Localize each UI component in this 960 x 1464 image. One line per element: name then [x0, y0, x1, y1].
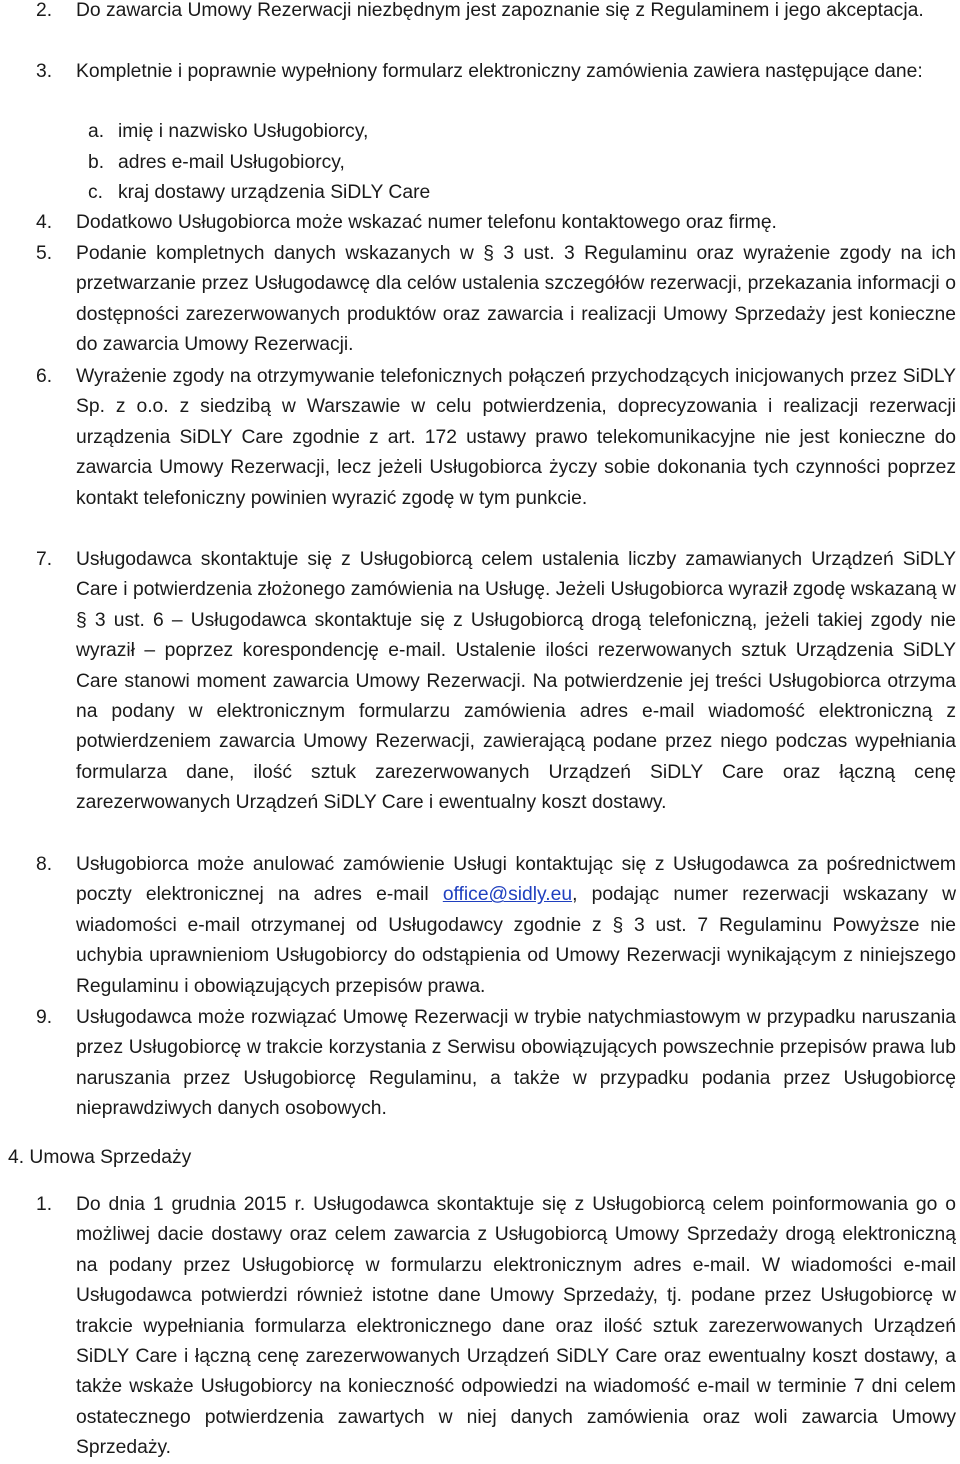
sublist-item-a: imię i nazwisko Usługobiorcy, [118, 121, 369, 142]
list-item-3: Kompletnie i poprawnie wypełniony formularz elektroniczny zamówienia zawiera następujące dane: [76, 61, 923, 82]
list-item-7: Usługodawca skontaktuje się z Usługobiorcą celem ustalenia liczby zamawianych Urządzeń SiDLY Care i potwierdzenia złożonego zamówienia na Usługę. Jeżeli Usługobiorca wyraził zgodę wskazaną w § 3 ust. 6 – Usługodawca skontaktuje się z Usługobiorcą drogą telefoniczną, jeżeli takiej zgody nie wyraził – poprzez korespondencję e-mail. Ustalenie ilości rezerwowanych sztuk Urządzenia SiDLY Care stanowi moment zawarcia Umowy Rezerwacji. Na potwierdzenie jej treści Usługobiorca otrzyma na podany w elektronicznym formularzu zamówienia adres e-mail wiadomość elektroniczną z potwierdzeniem zawarcia Umowy Rezerwacji, zawierającą podane przez niego podczas wypełniania formularza dane, ilość sztuk zarezerwowanych Urządzeń SiDLY Care oraz łączną cenę zarezerwowanych Urządzeń SiDLY Care i ewentualny koszt dostawy. [76, 549, 956, 814]
list-number: 5. [36, 243, 53, 264]
list-item-6: Wyrażenie zgody na otrzymywanie telefonicznych połączeń przychodzących inicjowanych przez SiDLY Sp. z o.o. z siedzibą w Warszawie w celu potwierdzenia, doprecyzowania i realizacji rezerwacji urządzenia SiDLY Care zgodnie z art. 172 ustawy prawo telekomunikacyjne nie jest konieczne do zawarcia Umowy Rezerwacji, lecz jeżeli Usługobiorca życzy sobie dokonania tych czynności poprzez kontakt telefoniczny powinien wyrazić zgodę w tym punkcie. [76, 366, 956, 509]
list-item-4: Dodatkowo Usługobiorca może wskazać numer telefonu kontaktowego oraz firmę. [76, 212, 777, 233]
list-number: 1. [36, 1194, 53, 1215]
sublist-item-b: adres e-mail Usługobiorcy, [118, 152, 345, 173]
sublist-letter: c. [88, 182, 103, 203]
email-link[interactable]: office@sidly.eu [442, 884, 573, 906]
section-heading: 4. Umowa Sprzedaży [8, 1147, 192, 1168]
list-number: 3. [36, 61, 53, 82]
item-8-text-after: , podając numer rezerwacji wskazany w wiadomości e-mail otrzymanej od Usługodawcy zgodnie z § 3 ust. 7 Regulaminu Powyższe nie uchybia uprawnieniom Usługobiorcy do odstąpienia od Umowy Rezerwacji wynikającym z niniejszego Regulaminu i obowiązujących przepisów prawa. [76, 884, 957, 997]
list-item-8 [76, 850, 956, 1002]
list-item-2: Do zawarcia Umowy Rezerwacji niezbędnym jest zapoznanie się z Regulaminem i jego akceptacja. [76, 0, 924, 21]
list-item-5: Podanie kompletnych danych wskazanych w § 3 ust. 3 Regulaminu oraz wyrażenie zgody na ich przetwarzanie przez Usługodawcę dla celów ustalenia szczegółów rezerwacji, przekazania informacji o dostępności zarezerwowanych produktów oraz zawarcia i realizacji Umowy Sprzedaży jest konieczne do zawarcia Umowy Rezerwacji. [76, 243, 956, 356]
list-number: 2. [36, 0, 53, 21]
sublist-letter: b. [88, 152, 105, 173]
list-number: 8. [36, 854, 53, 875]
sublist-item-c: kraj dostawy urządzenia SiDLY Care [118, 182, 431, 203]
item-8-text-before: Usługobiorca może anulować zamówienie Usługi kontaktując się z Usługodawca za pośrednictwem poczty elektronicznej na adres e-mail [76, 854, 956, 906]
list-number: 4. [36, 212, 53, 233]
sale-list-item-1: Do dnia 1 grudnia 2015 r. Usługodawca skontaktuje się z Usługobiorcą celem poinformowania go o możliwej dacie dostawy oraz celem zawarcia z Usługobiorcą Umowy Sprzedaży drogą elektroniczną na podany przez Usługobiorcę w formularzu elektronicznym adres e-mail. W wiadomości e-mail Usługodawca potwierdzi również istotne dane Umowy Sprzedaży, tj. podane przez Usługobiorcę w trakcie wypełniania formularza elektronicznego dane oraz ilość sztuk zarezerwowanych Urządzeń SiDLY Care i łączną cenę zarezerwowanych Urządzeń SiDLY Care oraz ewentualny koszt dostawy, a także wskaże Usługobiorcy na konieczność odpowiedzi na wiadomość e-mail w terminie 7 dni celem ostatecznego potwierdzenia zawartych w niej danych zamówienia oraz woli zawarcia Umowy Sprzedaży. [76, 1194, 956, 1459]
list-item-9: Usługodawca może rozwiązać Umowę Rezerwacji w trybie natychmiastowym w przypadku naruszania przez Usługobiorcę w trakcie korzystania z Serwisu obowiązujących powszechnie przepisów prawa lub naruszania przez Usługobiorcę Regulaminu, a także w przypadku podania przez Usługobiorcę nieprawdziwych danych osobowych. [76, 1007, 956, 1120]
list-number: 7. [36, 549, 53, 570]
list-number: 6. [36, 366, 53, 387]
sublist-letter: a. [88, 121, 105, 142]
list-number: 9. [36, 1007, 53, 1028]
